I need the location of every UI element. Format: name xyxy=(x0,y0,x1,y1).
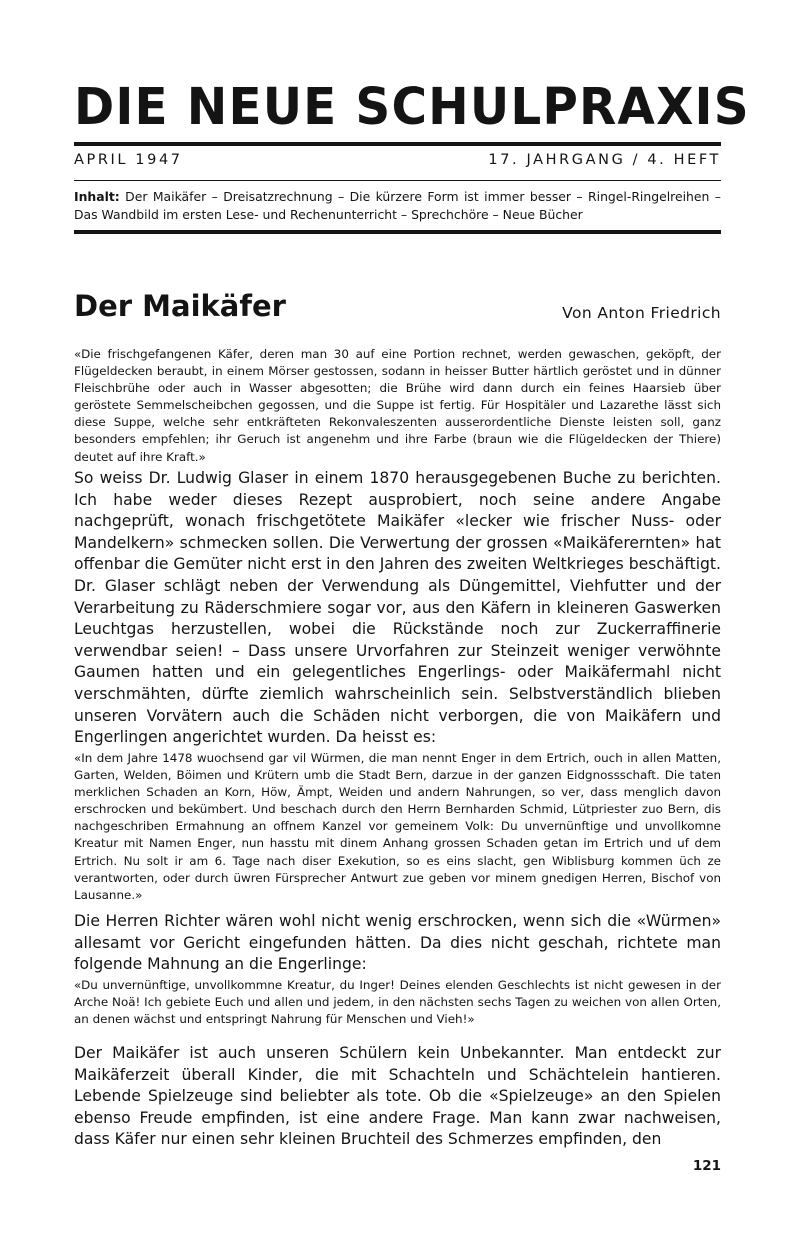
issue-volume: 17. JAHRGANG / 4. HEFT xyxy=(488,152,721,168)
paragraph-judges: Die Herren Richter wären wohl nicht wenig erschrocken, wenn sich die «Würmen» allesamt vor Gericht eingefunden hätten. Da dies nicht geschah, richtete man folgende Mahnung an die Engerlinge: xyxy=(74,912,721,974)
issue-line xyxy=(74,152,721,174)
table-of-contents xyxy=(74,188,721,224)
issue-date: APRIL 1947 xyxy=(74,152,183,168)
page-number: 121 xyxy=(692,1158,721,1174)
article-author: Von Anton Friedrich xyxy=(562,304,721,322)
article-title: Der Maikäfer xyxy=(74,289,286,323)
quote-glaser: «Die frischgefangenen Käfer, deren man 30 auf eine Portion rechnet, werden gewaschen, geköpft, der Flügeldecken beraubt, in einem Mörser gestossen, sodann in heisser Butter härtlich geröstet und in dünner Fleischbrühe oder auch in Wasser abgesotten; die Brühe wird dann durch ein feines Haarsieb über geröstete Semmelscheibchen gegossen, und die Suppe ist fertig. Für Hospitäler und Lazarethe lässt sich diese Suppe, welche sehr entkräfteten Rekonvaleszenten ausserordentliche Dienste leisten soll, ganz besonders empfehlen; ihr Geruch ist angenehm und ihre Farbe (braun wie die Flügeldecken der Thiere) deutet auf ihre Kraft.» xyxy=(74,347,721,464)
quote-admonition: «Du unvernünftige, unvollkommne Kreatur, du Inger! Deines elenden Geschlechts ist nicht gewesen in der Arche Noä! Ich gebiete Euch und allen und jedem, in den nächsten sechs Tagen zu weichen von allen Orten, an denen wächst und entspringt Nahrung für Menschen und Vieh!» xyxy=(74,978,721,1027)
paragraph-intro: So weiss Dr. Ludwig Glaser in einem 1870 herausgegebenen Buche zu berichten. Ich habe weder dieses Rezept ausprobiert, noch seine andere Angabe nachgeprüft, wonach frischgetötete Maikäfer «lecker wie frischer Nuss- oder Mandelkern» schmecken sollen. Die Verwertung der grossen «Maikäferernten» hat offenbar die Gemüter nicht erst in den Jahren des zweiten Weltkrieges beschäftigt. Dr. Glaser schlägt neben der Verwendung als Düngemittel, Viehfutter und der Verarbeitung zu Räderschmiere sogar vor, aus den Käfern in kleineren Gaswerken Leuchtgas herzustellen, wobei die Rückstände noch zur Zuckerraffinerie verwendbar seien! – Dass unsere Urvorfahren zur Steinzeit weniger verwöhnte Gaumen hatten und ein gelegentliches Engerlings- oder Maikäfermahl nicht verschmähten, dürfte ziemlich wahrscheinlich sein. Selbstverständlich blieben unseren Vorvätern auch die Schäden nicht verborgen, die von Maikäfern und Engerlingen angerichtet wurden. Da heisst es: xyxy=(74,469,721,747)
journal-masthead: DIE NEUE SCHULPRAXIS xyxy=(74,78,750,137)
toc-rule xyxy=(74,230,721,234)
masthead-rule xyxy=(74,142,721,146)
toc-text: Der Maikäfer – Dreisatzrechnung – Die kürzere Form ist immer besser – Ringel-Ringelreihen – Das Wandbild im ersten Lese- und Rechenunterricht – Sprechchöre – Neue Bücher xyxy=(74,189,721,222)
issue-rule xyxy=(74,180,721,181)
toc-label: Inhalt: xyxy=(74,189,120,204)
paragraph-pupils: Der Maikäfer ist auch unseren Schülern kein Unbekannter. Man entdeckt zur Maikäferzeit überall Kinder, die mit Schachteln und Schächtelein hantieren. Lebende Spielzeuge sind beliebter als tote. Ob die «Spielzeuge» an den Spielen ebenso Freude empfinden, ist eine andere Frage. Man kann zwar nachweisen, dass Käfer nur einen sehr kleinen Bruchteil des Schmerzes empfinden, den xyxy=(74,1044,721,1149)
quote-bern-chronicle: «In dem Jahre 1478 wuochsend gar vil Würmen, die man nennt Enger in dem Ertrich, ouch in allen Matten, Garten, Welden, Böimen und Krütern umb die Stadt Bern, darzue in der ganzen Eidgnossschaft. Die taten merklichen Schaden an Korn, Höw, Ämpt, Weiden und andern Nahrungen, so ver, dass menglich davon erschrocken und bekümbert. Und beschach durch den Herrn Bernharden Schmid, Lütpriester zuo Bern, dis nachgeschriben Ermahnung an offnem Kanzel vor gemeinem Volk: Du unvernünftige und unvollkomne Kreatur mit Namen Enger, nun hasstu mit dinem Anhang grossen Schaden getan im Ertrich und uf dem Ertrich. Nu solt ir am 6. Tage nach diser Exekution, so es eins slacht, gen Wiblisburg kommen üch ze verantworten, oder durch üwren Fürsprecher Antwurt zue geben vor minem gnedigen Herren, Bischof von Lausanne.» xyxy=(74,751,721,902)
